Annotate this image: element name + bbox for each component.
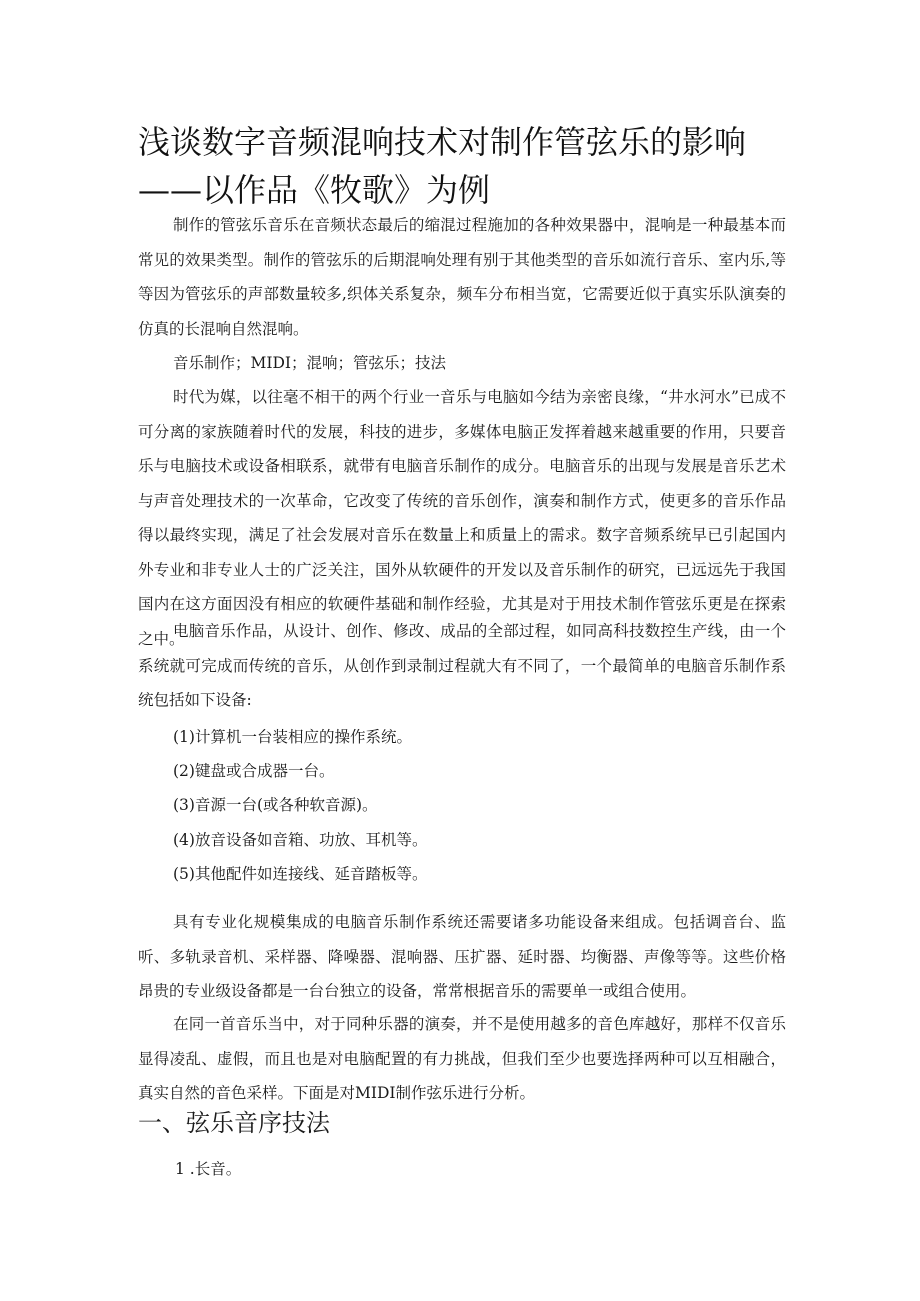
section-heading: 一、弦乐音序技法 bbox=[138, 1109, 330, 1137]
body-paragraph-2: 电脑音乐作品，从设计、创作、修改、成品的全部过程，如同高科技数控生产线，由一个系统就可完成而传统的音乐，从创作到录制过程就大有不同了，一个最简单的电脑音乐制作系统包括如下设备: bbox=[138, 622, 786, 709]
equipment-list-item: (1)计算机一台装相应的操作系统。 bbox=[173, 728, 412, 746]
body-paragraph-4: 在同一首音乐当中，对于同种乐器的演奏，并不是使用越多的音色库越好，那样不仅音乐显得凌乱、虚假，而且也是对电脑配置的有力挑战，但我们至少也要选择两种可以互相融合，真实自然的音色采样。下面是对MIDI制作弦乐进行分析。 bbox=[138, 1015, 786, 1102]
body-paragraph-1: 时代为媒，以往毫不相干的两个行业一音乐与电脑如今结为亲密良缘，“井水河水”已成不可分离的家族随着时代的发展，科技的进步，多媒体电脑正发挥着越来越重要的作用，只要音乐与电脑技术或设备相联系，就带有电脑音乐制作的成分。电脑音乐的出现与发展是音乐艺术与声音处理技术的一次革命，它改变了传统的音乐创作，演奏和制作方式，使更多的音乐作品得以最终实现，满足了社会发展对音乐在数量上和质量上的需求。数字音频系统早已引起国内外专业和非专业人士的广泛关注，国外从软硬件的开发以及音乐制作的研究，已远远先于我国国内在这方面因没有相应的软硬件基础和制作经验，尤其是对于用技术制作管弦乐更是在探索之中。 bbox=[138, 388, 786, 648]
equipment-list-item: (4)放音设备如音箱、功放、耳机等。 bbox=[173, 831, 428, 849]
body-paragraph-3: 具有专业化规模集成的电脑音乐制作系统还需要诸多功能设备来组成。包括调音台、监听、多轨录音机、采样器、降噪器、混响器、压扩器、延时器、均衡器、声像等等。这些价格昂贵的专业级设备都是一台台独立的设备，常常根据音乐的需要单一或组合使用。 bbox=[138, 913, 786, 1000]
equipment-list-item: (3)音源一台(或各种软音源)。 bbox=[173, 796, 378, 814]
document-title: 浅谈数字音频混响技术对制作管弦乐的影响——以作品《牧歌》为例 bbox=[138, 123, 747, 209]
keywords-line: 音乐制作；MIDI；混响；管弦乐；技法 bbox=[173, 354, 447, 372]
abstract-paragraph: 制作的管弦乐音乐在音频状态最后的缩混过程施加的各种效果器中，混响是一种最基本而常见的效果类型。制作的管弦乐的后期混响处理有别于其他类型的音乐如流行音乐、室内乐,等等因为管弦乐的声部数量较多,织体关系复杂，频车分布相当宽，它需要近似于真实乐队演奏的仿真的长混响自然混响。 bbox=[138, 216, 786, 338]
subsection-heading: 1 .长音。 bbox=[175, 1160, 242, 1178]
equipment-list-item: (5)其他配件如连接线、延音踏板等。 bbox=[173, 865, 428, 883]
equipment-list-item: (2)键盘或合成器一台。 bbox=[173, 762, 335, 780]
